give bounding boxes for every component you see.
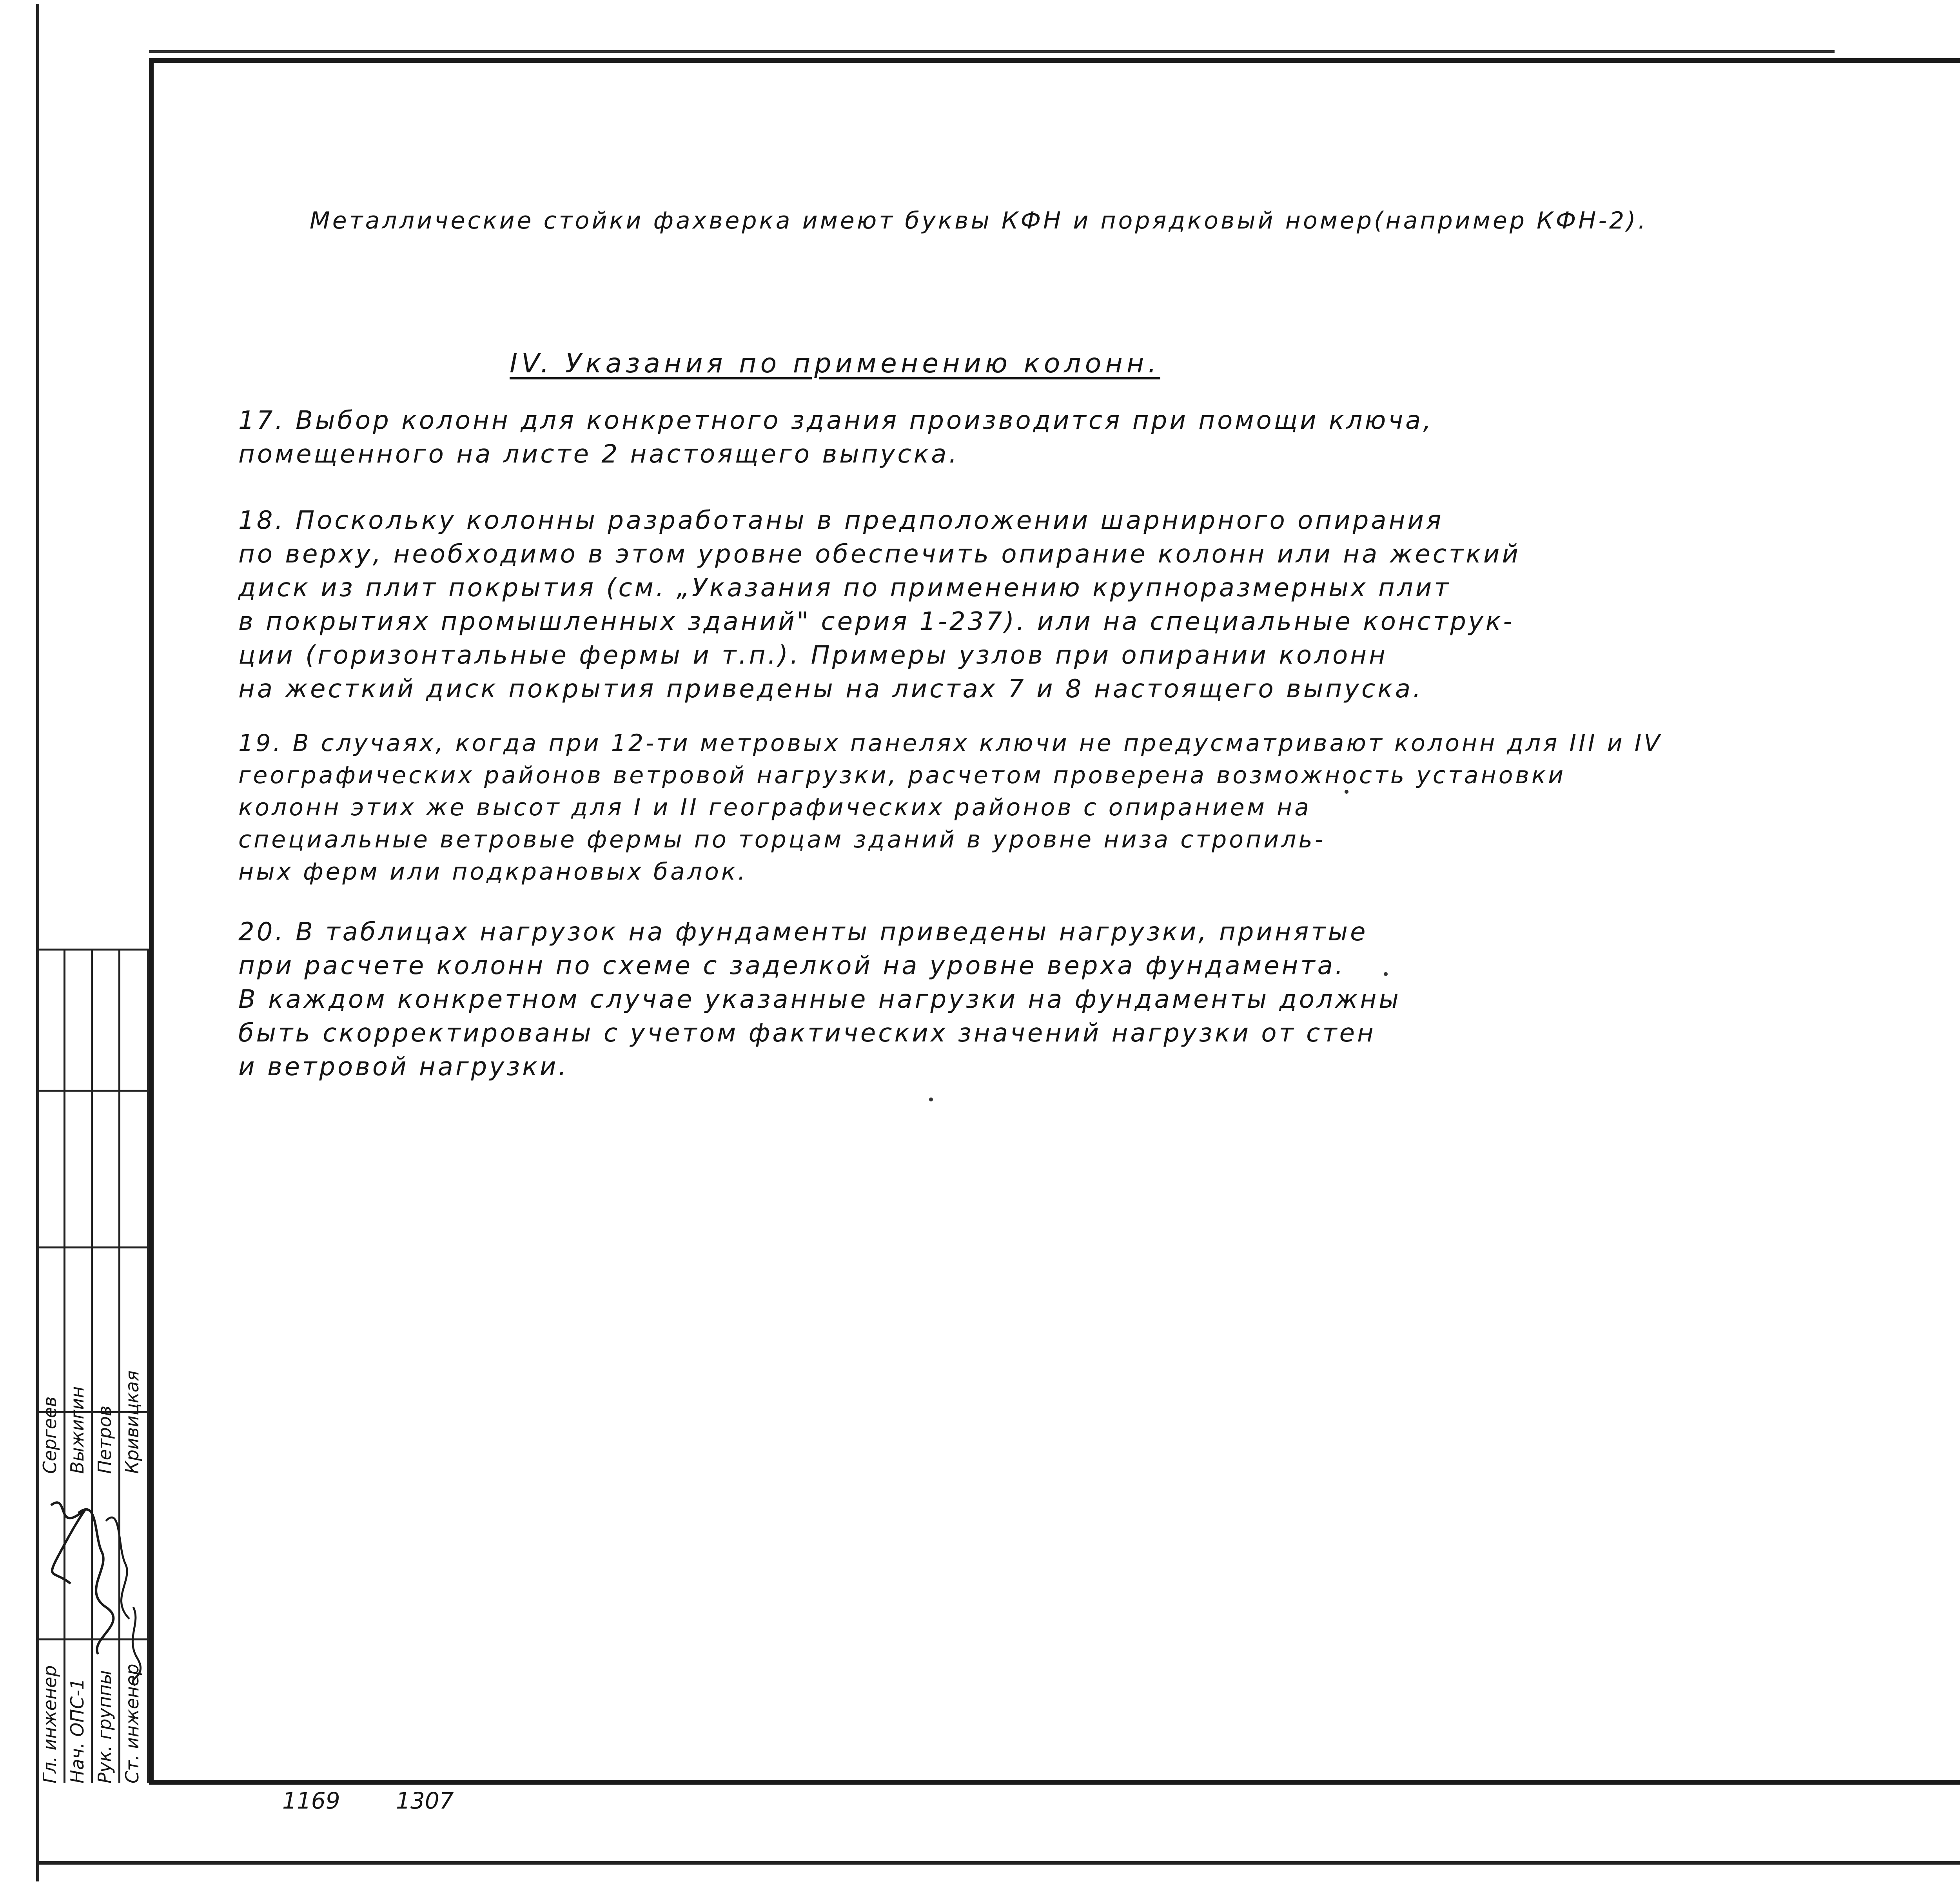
paragraph-line: на жесткий диск покрытия приведены на листах 7 и 8 настоящего выпуска. <box>238 675 1423 704</box>
stamp-divider <box>36 949 149 951</box>
paragraph-line: В каждом конкретном случае указанные нагрузки на фундаменты должны <box>238 985 1401 1014</box>
paragraph-line: ции (горизонтальные фермы и т.п.). Примеры узлов при опирании колонн <box>238 641 1388 670</box>
bottom-note-left: 1169 <box>282 1787 340 1814</box>
paragraph-line: 18. Поскольку колонны разработаны в предположении шарнирного опирания <box>238 506 1444 535</box>
paragraph-line: колонн этих же высот для I и II географических районов с опиранием на <box>238 794 1312 821</box>
stamp-name: Выжигин <box>67 1386 88 1474</box>
stamp-divider <box>147 949 149 1783</box>
paragraph-19 <box>238 727 1662 888</box>
bottom-note-right: 1307 <box>396 1787 454 1814</box>
stamp-position: Рук. группы <box>94 1670 115 1783</box>
stamp-divider <box>36 949 38 1783</box>
outer-border-bottom <box>36 1861 1960 1865</box>
paragraph-line: помещенного на листе 2 настоящего выпуска. <box>238 440 959 469</box>
stamp-position: Ст. инженер <box>122 1664 143 1783</box>
scan-speck <box>1345 790 1348 794</box>
paragraph-line: по верху, необходимо в этом уровне обеспечить опирание колонн или на жесткий <box>238 540 1521 569</box>
stamp-position: Нач. ОПС-1 <box>67 1678 88 1783</box>
stamp-name: Петров <box>94 1405 115 1474</box>
paragraph-line: ных ферм или подкрановых балок. <box>238 858 748 885</box>
paragraph-17 <box>238 404 1434 471</box>
paragraph-line: быть скорректированы с учетом фактических значений нагрузки от стен <box>238 1019 1376 1048</box>
scan-speck <box>929 1098 933 1101</box>
paragraph-line: при расчете колонн по схеме с заделкой на уровне верха фундамента. <box>238 951 1346 980</box>
paragraph-20 <box>238 915 1401 1084</box>
paragraph-line: и ветровой нагрузки. <box>238 1052 569 1081</box>
paragraph-line: географических районов ветровой нагрузки, расчетом проверена возможность установки <box>238 762 1566 789</box>
stamp-name: Сергеев <box>39 1396 60 1474</box>
signature-scribbles <box>43 1489 145 1693</box>
outer-border-top <box>149 50 1835 53</box>
stamp-position: Гл. инженер <box>39 1665 60 1783</box>
paragraph-line: специальные ветровые фермы по торцам зданий в уровне низа стропиль- <box>238 826 1326 853</box>
intro-text: Металлические стойки фахверка имеют буквы КФН и порядковый номер(например КФН-2). <box>310 207 1648 234</box>
paragraph-line: 20. В таблицах нагрузок на фундаменты приведены нагрузки, принятые <box>238 918 1368 947</box>
paragraph-18 <box>238 504 1521 706</box>
stamp-name: Кривицкая <box>122 1370 143 1474</box>
section-heading: IV. Указания по применению колонн. <box>510 348 1160 379</box>
stamp-divider <box>36 1246 149 1248</box>
stamp-divider <box>36 1090 149 1092</box>
paragraph-line: диск из плит покрытия (см. „Указания по применению крупноразмерных плит <box>238 573 1451 602</box>
scan-speck <box>1384 972 1388 976</box>
paragraph-line: 17. Выбор колонн для конкретного здания производится при помощи ключа, <box>238 406 1434 435</box>
paragraph-line: в покрытиях промышленных зданий" серия 1-237). или на специальные конструк- <box>238 607 1515 636</box>
paragraph-line: 19. В случаях, когда при 12-ти метровых панелях ключи не предусматривают колонн для III и IV <box>238 729 1662 757</box>
